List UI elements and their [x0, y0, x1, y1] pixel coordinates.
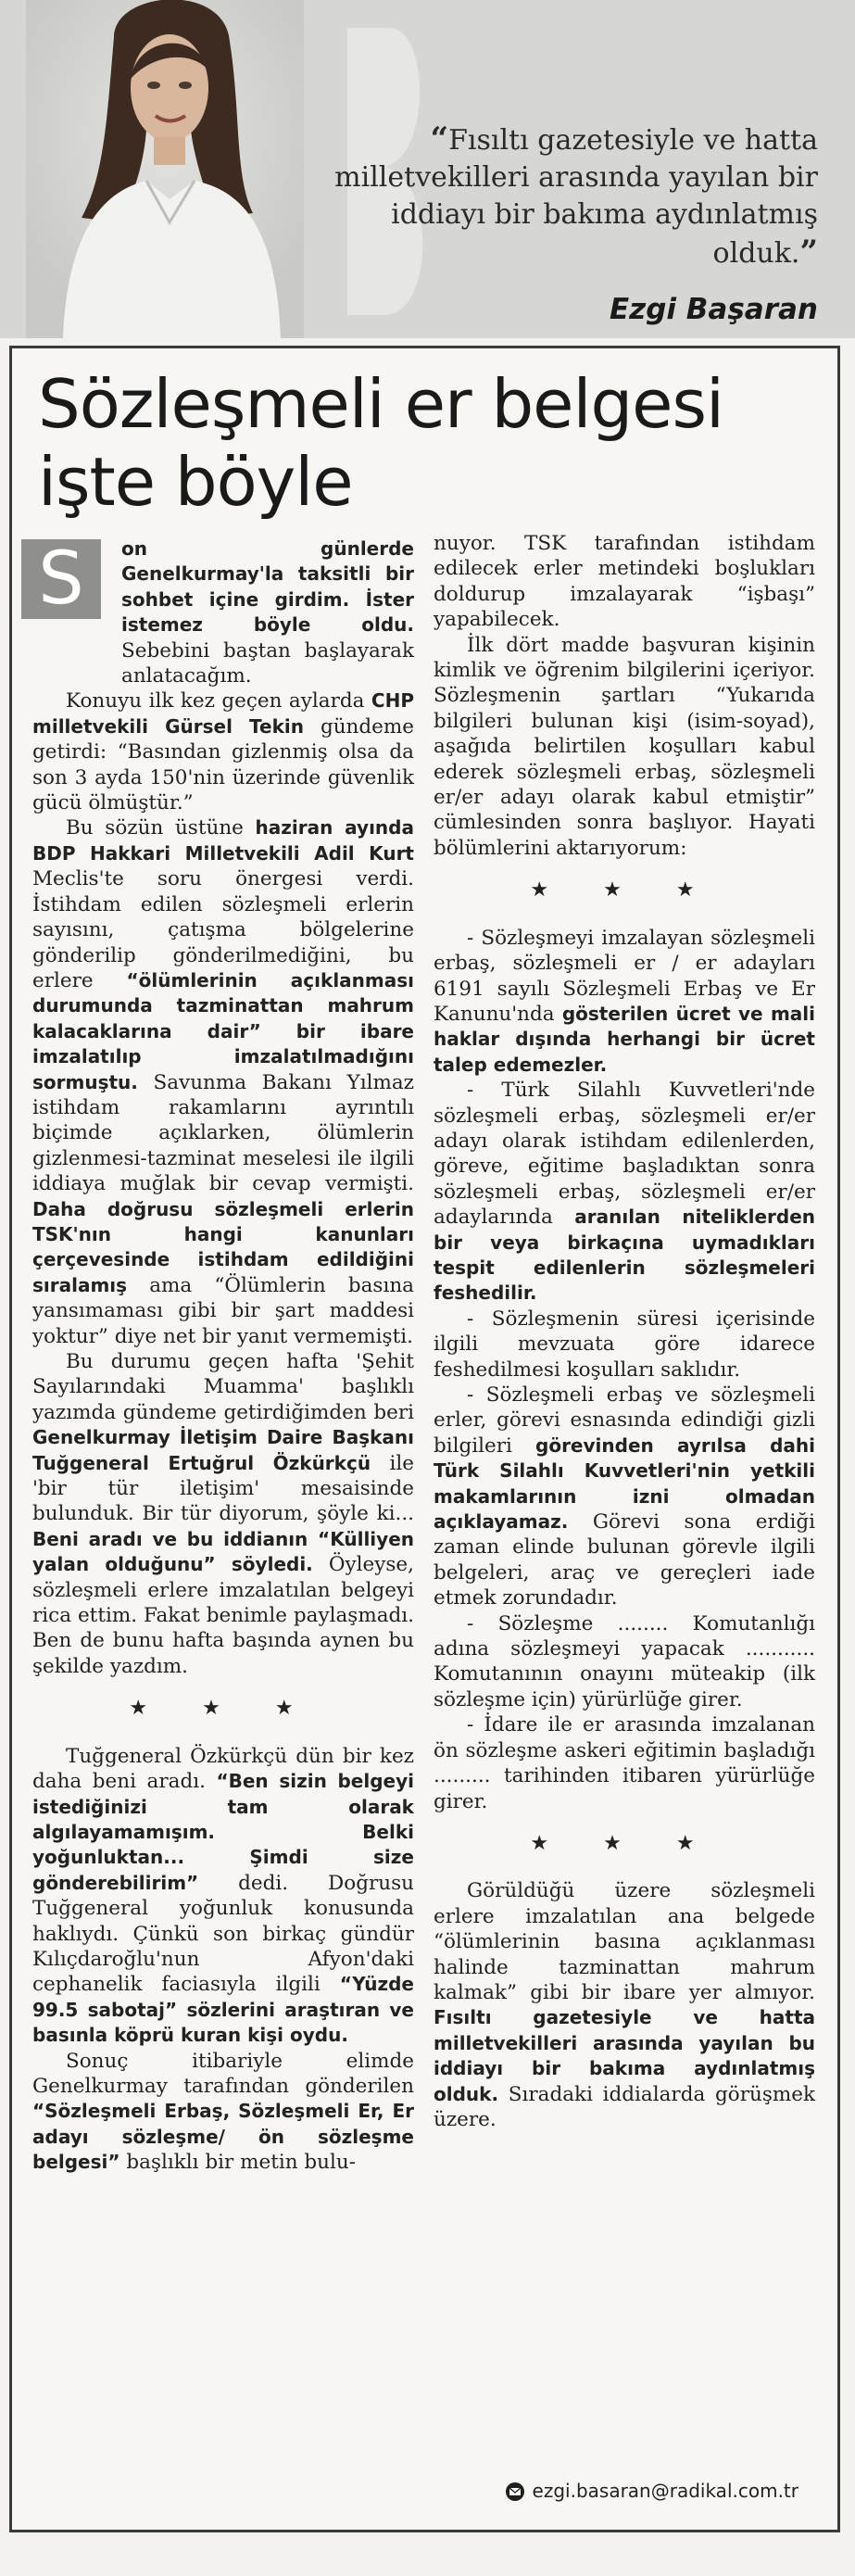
bold-text: Genelkurmay İletişim Daire Başkanı Tuğgeneral Ertuğrul Özkürkçü	[32, 1426, 414, 1474]
email-icon	[505, 2481, 525, 2502]
author-name: Ezgi Başaran	[609, 293, 818, 326]
text-run: Tuğgeneral Özkürkçü dün bir kez daha beni aradı.	[32, 1744, 414, 1794]
text-run: Konuyu ilk kez geçen aylarda	[66, 689, 371, 713]
text-run: - Türk Silahlı Kuvvetleri'nde sözleşmeli erbaş, sözleşmeli er/er adayı olarak istihdam edilenlerden, göreve, eğitime başladıktan sonra sözleşmeli erbaş, sözleşmeli er/er adaylarında	[434, 1079, 815, 1230]
paragraph	[434, 926, 815, 1078]
text-run: Öyleyse, sözleşmeli erlere imzalatılan belgeyi rica ettim. Fakat benimle paylaşmadı. Ben de bunu hafta başında aynen bu şekilde yazdım.	[32, 1553, 414, 1678]
author-email	[505, 2480, 798, 2503]
text-run: Sebebini baştan başlayarak anlatacağım.	[121, 638, 414, 688]
paragraph	[434, 1878, 815, 2132]
bold-text: “Sözleşmeli Erbaş, Sözleşmeli Er, Er adayı sözleşme/ ön sözleşme belgesi”	[32, 2100, 414, 2174]
text-run: Sıradaki iddialarda görüşmek üzere.	[434, 2082, 815, 2131]
paragraph	[434, 1307, 815, 1383]
paragraph	[32, 815, 414, 1349]
paragraph	[434, 531, 815, 633]
quote-open-mark: “	[430, 120, 449, 158]
bold-text: Fısıltı gazetesiyle ve hatta milletvekilleri arasında yayılan bu iddiayı bir bakıma aydınlatmış olduk.	[434, 2006, 815, 2105]
text-run: ama “Ölümlerin basına yansımaması gibi bir şart maddesi yoktur” diye net bir yanıt vermemişti.	[32, 1273, 414, 1348]
quote-close-mark: ”	[799, 234, 818, 271]
bold-text: Beni aradı ve bu iddianın “Külliyen yalan olduğunu” söyledi.	[32, 1527, 414, 1576]
drop-cap: S	[21, 539, 101, 619]
text-run: Sonuç itibariyle elimde Genelkurmay tarafından gönderilen	[32, 2049, 414, 2098]
paragraph	[434, 1712, 815, 1814]
bold-text: “Ben sizin belgeyi istediğinizi tam olarak algılayamamışım. Belki yoğunluktan... Şimdi size gönderebilirim”	[32, 1770, 414, 1894]
bold-text: “Yüzde 99.5 sabotaj” sözlerini araştıran ve basınla köprü kuran kişi oydu.	[32, 1973, 414, 2047]
text-run: Görevi sona erdiği zaman elinde bulunan görevle ilgili belgeleri, araç ve gereçleri iade etmek zorundadır.	[434, 1510, 815, 1610]
headline: Sözleşmeli er belgesi işte böyle	[38, 365, 723, 521]
pull-quote-text	[318, 120, 818, 272]
bold-text: görevinden ayrılsa dahi Türk Silahlı Kuvvetleri'nin yetkili makamlarının izni olmadan açıklayamaz.	[434, 1433, 815, 1534]
text-run: Görüldüğü üzere sözleşmeli erlere imzalatılan ana belgede “ölümlerinin basına açıklanması halinde tazminattan mahrum kalmak” gibi bir ibare yer almıyor.	[434, 1879, 815, 2004]
text-run: ile 'bir tür iletişim' mesaisinde bulunduk. Bir tür diyorum, şöyle ki...	[32, 1451, 414, 1526]
paragraph	[32, 688, 414, 815]
text-run: başlıklı bir metin bulu-	[119, 2151, 357, 2175]
text-run: - Sözleşmenin süresi içerisinde ilgili mevzuata göre idarece feshedilmesi koşulları saklıdır.	[434, 1307, 815, 1382]
article-column-right	[434, 531, 815, 2132]
paragraph	[32, 1349, 414, 1679]
text-run: nuyor. TSK tarafından istihdam edilecek erler metindeki boşlukları doldurup imzalayarak “işbaşı” yapabilecek.	[434, 532, 815, 632]
paragraph	[32, 2049, 414, 2176]
bold-text: Daha doğrusu sözleşmeli erlerin TSK'nın hangi kanunları çerçevesinde istihdam edildiğini sıralamış	[32, 1197, 414, 1296]
text-run: Bu sözün üstüne	[66, 816, 256, 840]
text-run: - Sözleşmeyi imzalayan sözleşmeli erbaş, sözleşmeli er / er adayları 6191 sayılı Sözleşmeli Erbaş ve Er Kanunu'nda	[434, 926, 815, 1026]
bold-text: gösterilen ücret ve mali haklar dışında herhangi bir ücret talep edemezler.	[434, 1002, 815, 1076]
pull-quote	[318, 120, 818, 326]
bold-text: haziran ayında BDP Hakkari Milletvekili Adil Kurt	[32, 816, 414, 865]
author-email-text: ezgi.basaran@radikal.com.tr	[532, 2479, 798, 2502]
paragraph	[121, 537, 414, 688]
text-run: dedi. Doğrusu Tuğgeneral yoğunluk konusunda haklıydı. Çünkü son birkaç gündür Kılıçdaroğlu'nun Afyon'daki cephanelik faciasıyla ilgili	[32, 1871, 414, 1997]
paragraph	[434, 1611, 815, 1713]
text-run: Meclis'te soru önergesi verdi. İstihdam edilen sözleşmeli erlerin sayısını, çatışma bölgelerine gönderilip gönderilmediğini, bu erlere	[32, 867, 414, 992]
bold-text: CHP milletvekili Gürsel Tekin	[32, 689, 414, 738]
author-photo	[26, 0, 304, 338]
text-run: gündeme getirdi: “Basından gizlenmiş olsa da son 3 ayda 150'nin üzerinde güvenlik gücü ölmüştür.”	[32, 714, 415, 815]
header-band	[0, 0, 855, 338]
section-divider-stars: ★ ★ ★	[129, 1697, 318, 1721]
paragraph	[32, 1744, 414, 2049]
paragraph	[434, 1383, 815, 1611]
bold-text: “ölümlerinin açıklanması durumunda tazminattan mahrum kalacaklarına dair” bir ibare imzalatılıp imzalatılmadığını sormuştu.	[32, 968, 414, 1093]
article-column-left	[32, 537, 414, 2176]
bold-text: on günlerde Genelkurmay'la taksitli bir sohbet içine girdim. İster istemez böyle oldu.	[121, 537, 414, 637]
section-divider-stars: ★ ★ ★	[530, 1831, 719, 1855]
article-frame	[9, 346, 840, 2532]
text-run: Bu durumu geçen hafta 'Şehit Sayılarındaki Muamma' başlıklı yazımda gündeme getirdiğimden beri	[32, 1350, 414, 1424]
paragraph	[434, 633, 815, 862]
text-run: Savunma Bakanı Yılmaz istihdam rakamlarını ayrıntılı biçimde açıklarken, ölümlerin gizlenmesi-tazminat meselesi ile ilgili iddiaya muğlak bir cevap vermişti.	[32, 1070, 414, 1196]
pull-quote-body: Fısıltı gazetesiyle ve hatta milletvekilleri arasında yayılan bir iddiayı bir bakıma aydınlatmış olduk.	[334, 124, 818, 270]
text-run: - Sözleşmeli erbaş ve sözleşmeli erler, görevi esnasında edindiği gizli bilgileri	[434, 1383, 815, 1458]
section-divider-stars: ★ ★ ★	[530, 878, 719, 903]
text-run: - İdare ile er arasında imzalanan ön sözleşme askeri eğitimin başladığı ......... tarihinden itibaren yürürlüğe girer.	[434, 1713, 815, 1813]
text-run: - Sözleşme ........ Komutanlığı adına sözleşmeyi yapacak ........... Komutanının onayını müteakip (ilk sözleşme için) yürürlüğe girer.	[434, 1611, 815, 1711]
bold-text: aranılan niteliklerden bir veya birkaçına uymadıkları tespit edilenlerin sözleşmeleri feshedilir.	[434, 1206, 816, 1305]
text-run: İlk dört madde başvuran kişinin kimlik ve öğrenim bilgilerini içeriyor. Sözleşmenin şartları “Yukarıda bilgileri bulunan kişi (isim-soyad), aşağıda belirtilen koşulları kabul ederek sözleşmeli erbaş, sözleşmeli er/er adayı olarak kabul etmiştir” cümlesinden sonra başlıyor. Hayati bölümlerini aktarıyorum:	[434, 633, 815, 860]
paragraph	[434, 1078, 815, 1307]
